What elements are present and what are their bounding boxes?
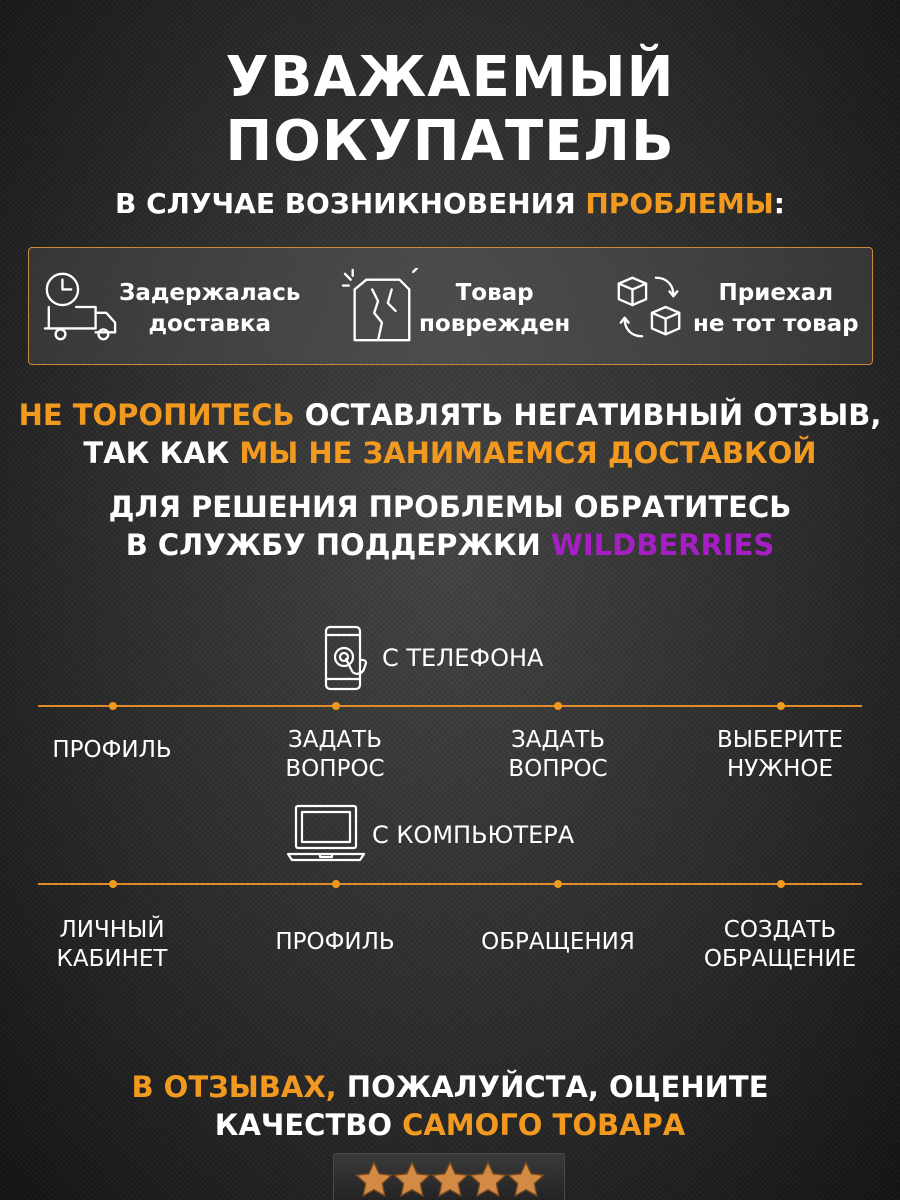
phone-step-1: ПРОФИЛЬ [52,737,172,763]
reviews-line-2: КАЧЕСТВО САМОГО ТОВАРА [214,1108,686,1142]
phone-line [38,705,862,707]
computer-step-3: ОБРАЩЕНИЯ [481,929,635,955]
warning-line-1: НЕ ТОРОПИТЕСЬ ОСТАВЛЯТЬ НЕГАТИВНЫЙ ОТЗЫВ, [18,398,882,432]
support-line-2: В СЛУЖБУ ПОДДЕРЖКИ WILDBERRIES [125,528,775,562]
star-icon [506,1160,546,1200]
title-line-1: УВАЖАЕМЫЙ [225,45,675,110]
smartphone-touch-icon [322,625,372,691]
subtitle-prefix: В СЛУЧАЕ ВОЗНИКНОВЕНИЯ [115,187,586,220]
damaged-box-icon [341,268,419,346]
computer-steps-line [38,878,862,890]
phone-step-4: ВЫБЕРИТЕ НУЖНОЕ [716,727,844,782]
star-icon [354,1160,394,1200]
brand-name: WILDBERRIES [550,528,775,562]
phone-step-dot [332,702,340,710]
star-icon [468,1160,508,1200]
subtitle-suffix: : [773,187,785,220]
page-title [0,46,900,174]
star-icon [392,1160,432,1200]
problem-item-wrong-item: Приехал не тот товар [693,280,859,337]
phone-step-2: ЗАДАТЬ ВОПРОС [285,727,385,782]
warning-text [0,396,900,472]
star-icon [430,1160,470,1200]
phone-step-dot [109,702,117,710]
phone-channel-label: С ТЕЛЕФОНА [382,644,544,672]
computer-step-dot [554,880,562,888]
support-line-1: ДЛЯ РЕШЕНИЯ ПРОБЛЕМЫ ОБРАТИТЕСЬ [108,490,792,524]
problems-box [28,247,873,365]
computer-step-1: ЛИЧНЫЙ КАБИНЕТ [56,917,168,972]
computer-step-2: ПРОФИЛЬ [275,929,395,955]
problem-item-damaged: Товар поврежден [419,280,571,337]
phone-step-dot [554,702,562,710]
title-line-2: ПОКУПАТЕЛЬ [225,109,675,174]
subtitle-highlight: ПРОБЛЕМЫ [585,187,774,220]
delivery-truck-clock-icon [41,268,119,346]
warning-line-2: ТАК КАК МЫ НЕ ЗАНИМАЕМСЯ ДОСТАВКОЙ [83,436,817,470]
swap-boxes-icon [611,268,689,346]
phone-steps-line [38,700,862,712]
subtitle [0,186,900,222]
problem-item-delayed: Задержалась доставка [119,280,301,337]
support-text [0,488,900,564]
rating-stars [333,1153,565,1200]
laptop-icon [286,802,366,864]
reviews-text [0,1068,900,1144]
phone-step-dot [777,702,785,710]
computer-step-4: СОЗДАТЬ ОБРАЩЕНИЕ [703,917,857,972]
computer-channel-label: С КОМПЬЮТЕРА [372,821,575,849]
reviews-line-1: В ОТЗЫВАХ, ПОЖАЛУЙСТА, ОЦЕНИТЕ [131,1070,769,1104]
computer-line [38,883,862,885]
computer-step-dot [332,880,340,888]
computer-step-dot [109,880,117,888]
computer-step-dot [777,880,785,888]
phone-step-3: ЗАДАТЬ ВОПРОС [508,727,608,782]
